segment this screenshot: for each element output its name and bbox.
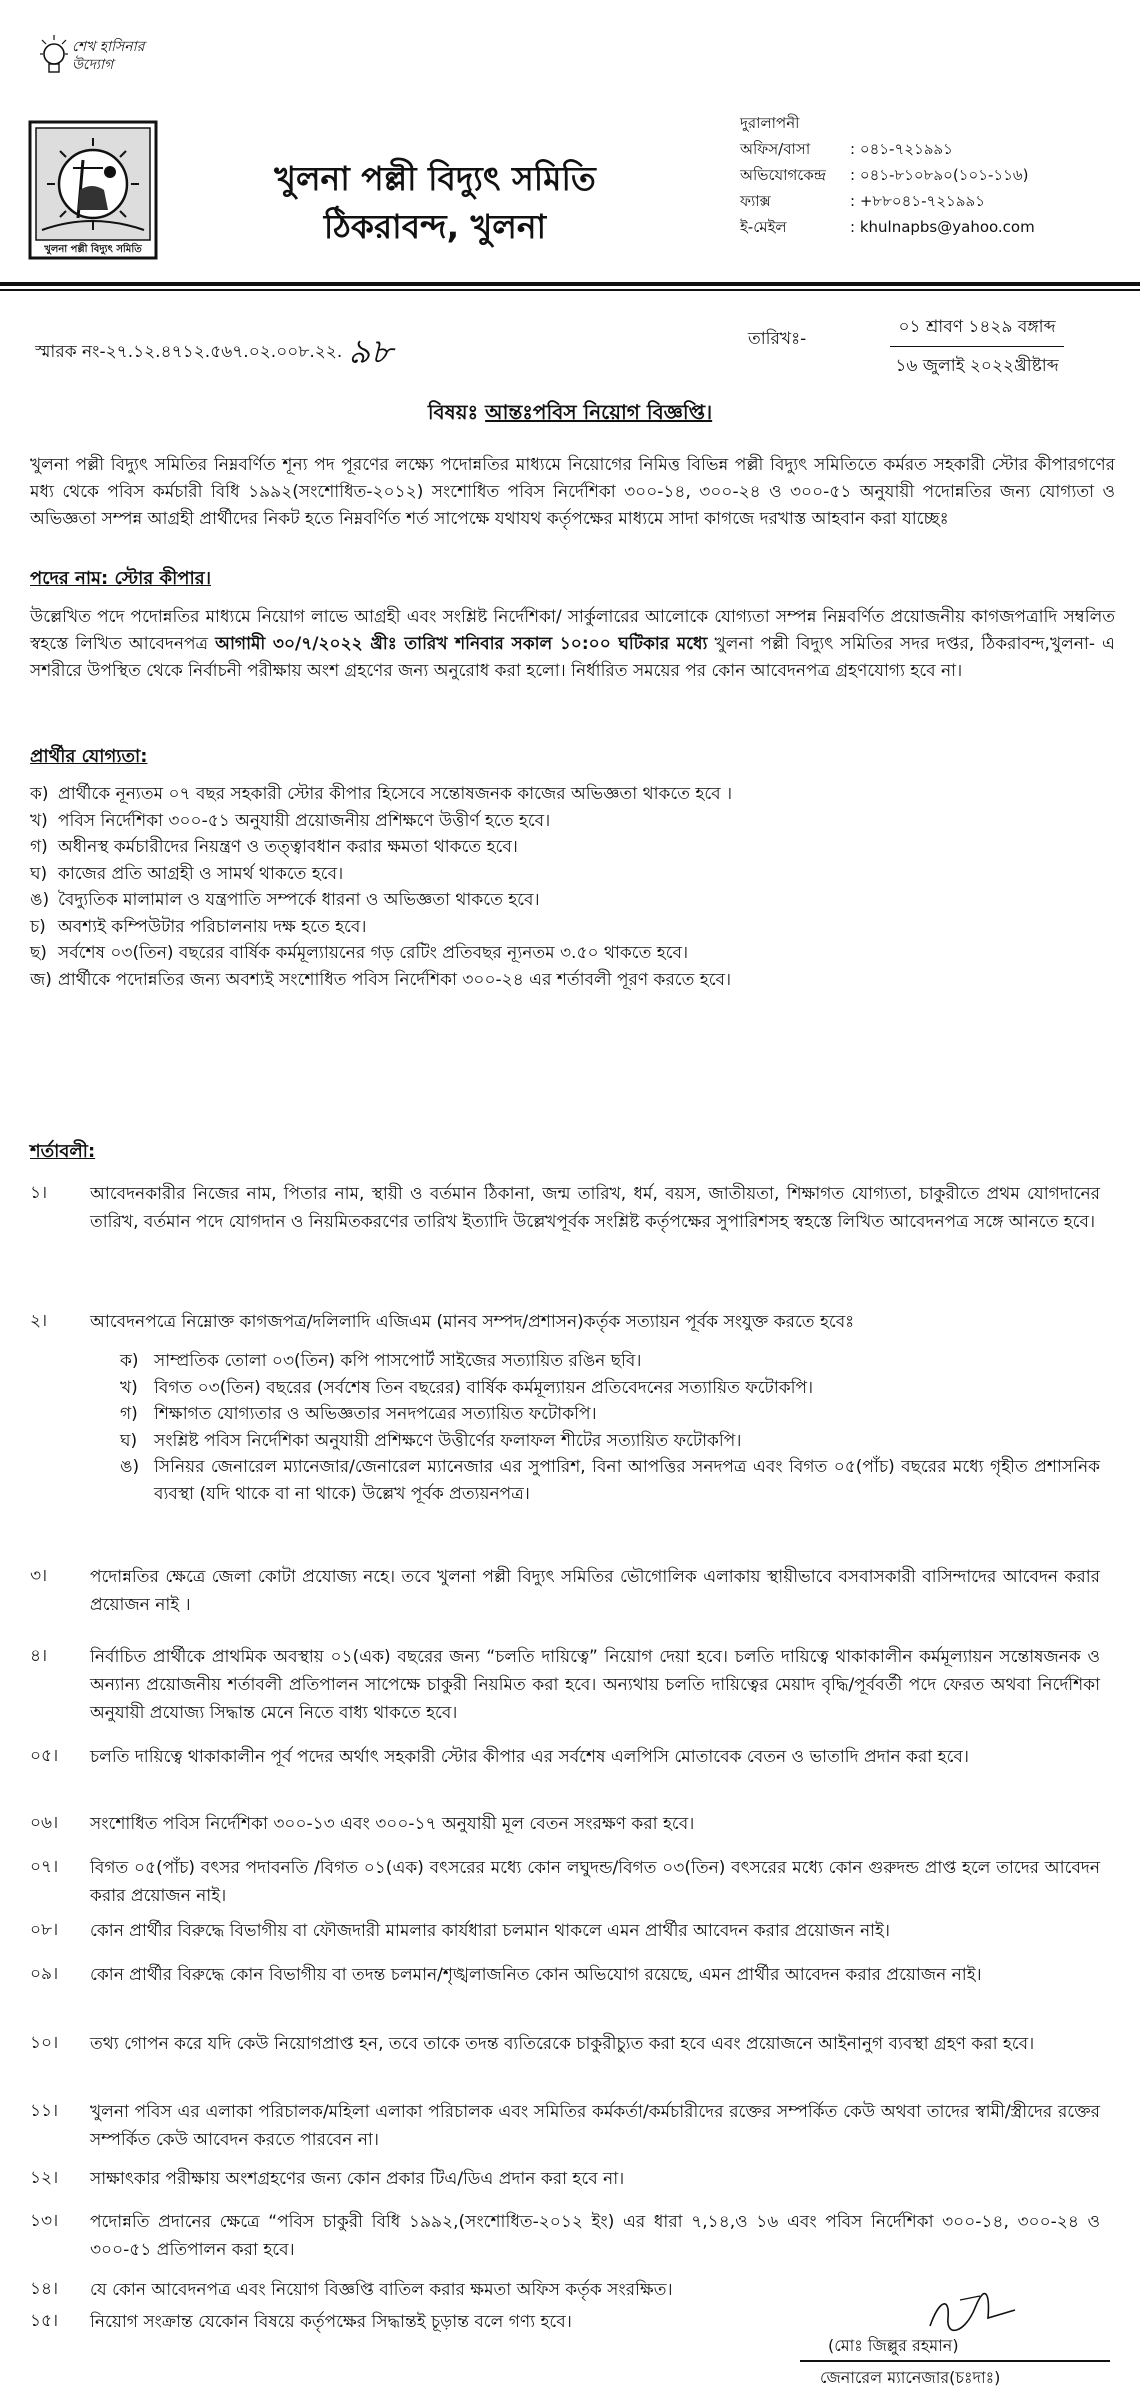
post-name: পদের নাম: স্টোর কীপার। — [30, 568, 212, 589]
condition-item: ১৪। যে কোন আবেদনপত্র এবং নিয়োগ বিজ্ঞপ্তি বাতিল করার ক্ষমতা অফিস কর্তৃক সংরক্ষিত। — [30, 2279, 673, 2300]
condition-item: ১৩। পদোন্নতি প্রদানের ক্ষেত্রে “পবিস চাকুরী বিধি ১৯৯২,(সংশোধিত-২০১২ ইং) এর ধারা ৭,১৪,ও ১৬ এবং পবিস নির্দেশিকা ৩০০-১৪, ৩০০-২৪ ও ৩০০-৫১ প্রতিপালন করা হবে। — [30, 2211, 1100, 2260]
application-paragraph: উল্লেখিত পদে পদোন্নতির মাধ্যমে নিয়োগ লাভে আগ্রহী এবং সংশ্লিষ্ট নির্দেশিকা/ সার্কুলারের আলোকে যোগ্যতা সম্পন্ন নিম্নবর্ণিত প্রয়োজনীয় কাগজপত্রাদি সম্বলিত স্বহস্তে লিখিত আবেদনপত্র আগামী ৩০/৭/২০২২ খ্রীঃ তারিখ শনিবার সকাল ১০:০০ ঘটিকার মধ্যে খুলনা পল্লী বিদ্যুৎ সমিতির সদর দপ্তর, ঠিকরাবন্দ,খুলনা- এ সশরীরে উপস্থিত থেকে নির্বাচনী পরীক্ষায় অংশ গ্রহণের জন্য অনুরোধ করা হলো। নির্ধারিত সময়ের পর কোন আবেদনপত্র গ্রহণযোগ্য হবে না। — [30, 607, 1115, 681]
date-block — [842, 308, 1112, 385]
handwritten-number: ৯৮ — [348, 332, 393, 372]
list-item: ছ) সর্বশেষ ০৩(তিন) বছরের বার্ষিক কর্মমূল্যায়নের গড় রেটিং প্রতিবছর ন্যূনতম ৩.৫০ থাকতে হবে। — [30, 943, 689, 963]
list-item: ক) সাম্প্রতিক তোলা ০৩(তিন) কপি পাসপোর্ট সাইজের সত্যায়িত রঙিন ছবি। — [120, 1351, 642, 1371]
logo-caption: খুলনা পল্লী বিদ্যুৎ সমিতি — [44, 244, 142, 255]
qualifications-heading: প্রার্থীর যোগ্যতা: — [30, 746, 148, 767]
documents-list — [120, 1348, 1100, 1507]
condition-item: ৩। পদোন্নতির ক্ষেত্রে জেলা কোটা প্রযোজ্য নহে। তবে খুলনা পল্লী বিদ্যুৎ সমিতির ভৌগোলিক এলাকায় স্থায়ীভাবে বসবাসকারী বাসিন্দাদের আবেদন করার প্রয়োজন নাই । — [30, 1566, 1100, 1615]
org-name-line: খুলনা পল্লী বিদ্যুৎ সমিতি — [274, 159, 596, 198]
list-item: খ) পবিস নির্দেশিকা ৩০০-৫১ অনুযায়ী প্রয়োজনীয় প্রশিক্ষণে উত্তীর্ণ হতে হবে। — [30, 810, 551, 831]
bulb-text: শেখ হাসিনার উদ্যোগ — [72, 39, 145, 73]
contact-title: দুরালাপনী — [740, 114, 800, 132]
contact-row: অফিস/বাসা : ০৪১-৭২১৯৯১ — [740, 140, 953, 158]
condition-item: ০৭। বিগত ০৫(পাঁচ) বৎসর পদাবনতি /বিগত ০১(এক) বৎসরের মধ্যে কোন লঘুদন্ড/বিগত ০৩(তিন) বৎসরের মধ্যে কোন গুরুদন্ড প্রাপ্ত হলে তাদের আবেদন করার প্রয়োজন নাই। — [30, 1857, 1100, 1906]
organization-logo-icon — [28, 120, 158, 260]
signature-scrawl-icon — [920, 2288, 1030, 2338]
date-english: ১৬ জুলাই ২০২২খ্রীষ্টাব্দ — [895, 356, 1059, 376]
signatory-name: (মোঃ জিল্লুর রহমান) — [828, 2336, 959, 2355]
subject-line: বিষয়ঃ আন্তঃপবিস নিয়োগ বিজ্ঞপ্তি। — [427, 400, 713, 424]
list-item: গ) অধীনস্থ কর্মচারীদের নিয়ন্ত্রণ ও তত্ত্বাবধান করার ক্ষমতা থাকতে হবে। — [30, 837, 518, 857]
condition-item: ০৮। কোন প্রার্থীর বিরুদ্ধে বিভাগীয় বা ফৌজদারী মামলার কার্যধারা চলমান থাকলে এমন প্রার্থীর আবেদন করার প্রয়োজন নাই। — [30, 1920, 890, 1941]
header-rule-thin — [0, 289, 1140, 291]
contact-block — [740, 110, 1130, 240]
list-item: গ) শিক্ষাগত যোগ্যতার ও অভিজ্ঞতার সনদপত্রের সত্যায়িত ফটোকপি। — [120, 1404, 597, 1424]
header-rule-thick — [0, 282, 1140, 286]
condition-item: ১। আবেদনকারীর নিজের নাম, পিতার নাম, স্থায়ী ও বর্তমান ঠিকানা, জন্ম তারিখ, ধর্ম, বয়স, জাতীয়তা, শিক্ষাগত যোগ্যতা, চাকুরীতে প্রথম যোগদানের তারিখ, বর্তমান পদে যোগদান ও নিয়মিতকরণের তারিখ ইত্যাদি উল্লেখপূর্বক সংশ্লিষ্ট কর্তৃপক্ষের সুপারিশসহ স্বহস্তে লিখিত আবেদনপত্র সঙ্গে আনতে হবে। — [30, 1183, 1100, 1232]
org-location-line: ঠিকরাবন্দ, খুলনা — [323, 207, 547, 246]
condition-item: ৪। নির্বাচিত প্রার্থীকে প্রাথমিক অবস্থায় ০১(এক) বছরের জন্য “চলতি দায়িত্বে” নিয়োগ দেয়া হবে। চলতি দায়িত্বে থাকাকালীন কর্মমূল্যায়ন সন্তোষজনক ও অন্যান্য প্রয়োজনীয় শর্তাবলী প্রতিপালন সাপেক্ষে চাকুরী নিয়মিত করা হবে। অন্যথায় চলতি দায়িত্বের মেয়াদ বৃদ্ধি/পূর্ববর্তী পদে ফেরত অথবা নির্দেশিকা অনুযায়ী প্রযোজ্য সিদ্ধান্ত মেনে নিতে বাধ্য থাকতে হবে। — [30, 1646, 1100, 1723]
condition-item: ১০। তথ্য গোপন করে যদি কেউ নিয়োগপ্রাপ্ত হন, তবে তাকে তদন্ত ব্যতিরেকে চাকুরীচ্যুত করা হবে এবং প্রয়োজনে আইনানুগ ব্যবস্থা গ্রহণ করা হবে। — [30, 2033, 1035, 2054]
condition-item: ১৫। নিয়োগ সংক্রান্ত যেকোন বিষয়ে কর্তৃপক্ষের সিদ্ধান্তই চূড়ান্ত বলে গণ্য হবে। — [30, 2311, 572, 2332]
signature-line — [800, 2360, 1110, 2362]
condition-item: ১১। খুলনা পবিস এর এলাকা পরিচালক/মহিলা এলাকা পরিচালক এবং সমিতির কর্মকর্তা/কর্মচারীদের রক্তের সম্পর্কিত কেউ অথবা তাদের স্বামী/স্ত্রীদের রক্তের সম্পর্কিত কেউ আবেদন করতে পারবেন না। — [30, 2101, 1100, 2150]
list-item: ঙ) সিনিয়র জেনারেল ম্যানেজার/জেনারেল ম্যানেজার এর সুপারিশ, বিনা আপত্তির সনদপত্র এবং বিগত ০৫(পাঁচ) বছরের মধ্যে গৃহীত প্রশাসনিক ব্যবস্থা (যদি থাকে বা না থাকে) উল্লেখ পূর্বক প্রত্যয়নপত্র। — [120, 1457, 1100, 1504]
list-item: চ) অবশ্যই কম্পিউটার পরিচালনায় দক্ষ হতে হবে। — [30, 916, 367, 937]
list-item: ঘ) কাজের প্রতি আগ্রহী ও সামর্থ থাকতে হবে। — [30, 863, 344, 884]
contact-row: ফ্যাক্স : +৮৮০৪১-৭২১৯৯১ — [740, 192, 985, 210]
intro-paragraph: খুলনা পল্লী বিদ্যুৎ সমিতির নিম্নবর্ণিত শূন্য পদ পূরণের লক্ষ্যে পদোন্নতির মাধ্যমে নিয়োগের নিমিত্ত বিভিন্ন পল্লী বিদ্যুৎ সমিতিতে কর্মরত সহকারী স্টোর কীপারগণের মধ্য থেকে পবিস কর্মচারী বিধি ১৯৯২(সংশোধিত-২০১২) সংশোধিত পবিস নির্দেশিকা ৩০০-১৪, ৩০০-২৪ ও ৩০০-৫১ অনুযায়ী পদোন্নতির জন্য যোগ্যতা ও অভিজ্ঞতা সম্পন্ন আগ্রহী প্রার্থীদের নিকট হতে নিম্নবর্ণিত শর্ত সাপেক্ষে যথাযথ কর্তৃপক্ষের মাধ্যমে সাদা কাগজে দরখাস্ত আহবান করা যাচ্ছেঃ — [30, 455, 1115, 529]
contact-row: ই-মেইল : khulnapbs@yahoo.com — [740, 218, 1035, 236]
conditions-heading: শর্তাবলী: — [30, 1141, 96, 1162]
list-item: ক) প্রার্থীকে নূন্যতম ০৭ বছর সহকারী স্টোর কীপার হিসেবে সন্তোষজনক কাজের অভিজ্ঞতা থাকতে হবে । — [30, 784, 733, 804]
condition-item: ২। আবেদনপত্রে নিম্নোক্ত কাগজপত্র/দলিলাদি এজিএম (মানব সম্পদ/প্রশাসন)কর্তৃক সত্যায়ন পূর্বক সংযুক্ত করতে হবেঃ ক) সাম্প্রতিক তোলা ০৩(তিন) কপি পাসপোর্ট সাইজের সত্যায়িত রঙিন ছবি। খ) বিগত ০৩(তিন) বছরের (সর্বশেষ তিন বছরের) বার্ষিক কর্মমূল্যায়ন প্রতিবেদনের সত্যায়িত ফটোকপি। গ) শিক্ষাগত যোগ্যতার ও অভিজ্ঞতার সনদপত্রের সত্যায়িত ফটোকপি। ঘ) সংশ্লিষ্ট পবিস নির্দেশিকা অনুযায়ী প্রশিক্ষণে উত্তীর্ণের ফলাফল শীটের সত্যায়িত ফটোকপি। ঙ) সিনিয়র জেনারেল ম্যানেজার/জেনারেল ম্যানেজার এর সুপারিশ, বিনা আপত্তির সনদপত্র এবং বিগত ০৫(পাঁচ) বছরের মধ্যে গৃহীত প্রশাসনিক ব্যবস্থা (যদি থাকে বা না থাকে) উল্লেখ পূর্বক প্রত্যয়নপত্র। — [30, 1308, 1120, 1507]
memo-number: স্মারক নং-২৭.১২.৪৭১২.৫৬৭.০২.০০৮.২২. ৯৮ — [35, 332, 393, 372]
condition-item: ০৫। চলতি দায়িত্বে থাকাকালীন পূর্ব পদের অর্থাৎ সহকারী স্টোর কীপার এর সর্বশেষ এলপিসি মোতাবেক বেতন ও ভাতাদি প্রদান করা হবে। — [30, 1746, 969, 1767]
list-item: খ) বিগত ০৩(তিন) বছরের (সর্বশেষ তিন বছরের) বার্ষিক কর্মমূল্যায়ন প্রতিবেদনের সত্যায়িত ফটোকপি। — [120, 1377, 814, 1398]
list-item: ঙ) বৈদ্যুতিক মালামাল ও যন্ত্রপাতি সম্পর্কে ধারনা ও অভিজ্ঞতা থাকতে হবে। — [30, 890, 540, 910]
list-item: ঘ) সংশ্লিষ্ট পবিস নির্দেশিকা অনুযায়ী প্রশিক্ষণে উত্তীর্ণের ফলাফল শীটের সত্যায়িত ফটোকপি। — [120, 1430, 742, 1451]
list-item: জ) প্রার্থীকে পদোন্নতির জন্য অবশ্যই সংশোধিত পবিস নির্দেশিকা ৩০০-২৪ এর শর্তাবলী পূরণ করতে হবে। — [30, 969, 732, 990]
condition-item: ০৯। কোন প্রার্থীর বিরুদ্ধে কোন বিভাগীয় বা তদন্ত চলমান/শৃঙ্খলাজনিত কোন অভিযোগ রয়েছে, এমন প্রার্থীর আবেদন করার প্রয়োজন নাই। — [30, 1964, 982, 1985]
signatory-title: জেনারেল ম্যানেজার(চঃদাঃ) — [820, 2368, 1001, 2387]
date-bangla: ০১ শ্রাবণ ১৪২৯ বঙ্গাব্দ — [890, 308, 1063, 347]
condition-item: ১২। সাক্ষাৎকার পরীক্ষায় অংশগ্রহণের জন্য কোন প্রকার টিএ/ডিএ প্রদান করা হবে না। — [30, 2168, 625, 2189]
qualifications-list — [30, 781, 1120, 993]
condition-item: ০৬। সংশোধিত পবিস নির্দেশিকা ৩০০-১৩ এবং ৩০০-১৭ অনুযায়ী মূল বেতন সংরক্ষণ করা হবে। — [30, 1813, 695, 1834]
date-label: তারিখঃ- — [748, 329, 807, 349]
organization-name — [225, 155, 645, 251]
contact-row: অভিযোগকেন্দ্র : ০৪১-৮১০৮৯০(১০১-১১৬) — [740, 166, 1029, 184]
